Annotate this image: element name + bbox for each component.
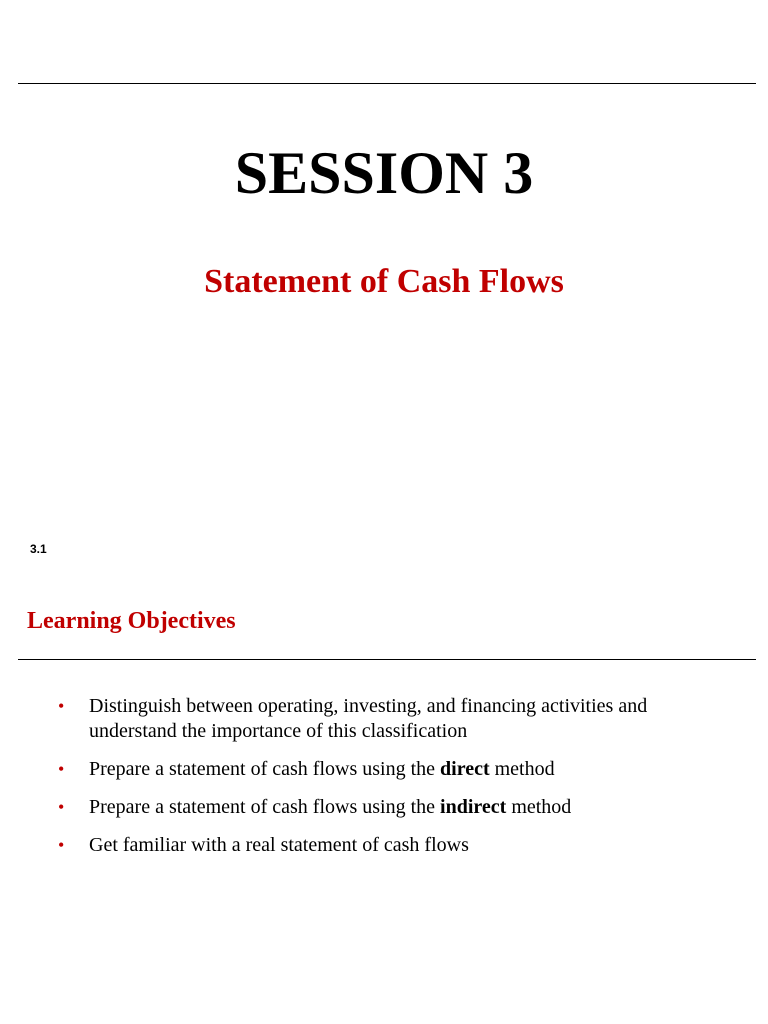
objective-emphasis: direct [440, 758, 490, 780]
objective-emphasis: indirect [440, 796, 507, 818]
bullet-icon: • [58, 835, 65, 855]
objective-item [58, 833, 708, 858]
objective-item [58, 757, 708, 782]
objective-item [58, 694, 708, 744]
bullet-icon: • [58, 696, 65, 716]
top-divider [18, 83, 756, 84]
learning-objectives-heading: Learning Objectives [27, 608, 236, 634]
objective-text: Distinguish between operating, investing, and financing activities and understand the importance of this classification [89, 695, 648, 742]
objective-item [58, 795, 708, 820]
session-subtitle: Statement of Cash Flows [204, 263, 564, 300]
objective-text: method [489, 758, 555, 780]
objectives-list [58, 694, 708, 871]
bullet-icon: • [58, 759, 65, 779]
heading-divider [18, 659, 756, 660]
objective-text: method [506, 796, 572, 818]
session-title: SESSION 3 [234, 140, 534, 206]
objective-text: Prepare a statement of cash flows using the [89, 796, 441, 818]
slide-number: 3.1 [30, 542, 47, 556]
objective-text: Prepare a statement of cash flows using the [89, 758, 441, 780]
objective-text: Get familiar with a real statement of cash flows [89, 834, 469, 856]
bullet-icon: • [58, 797, 65, 817]
